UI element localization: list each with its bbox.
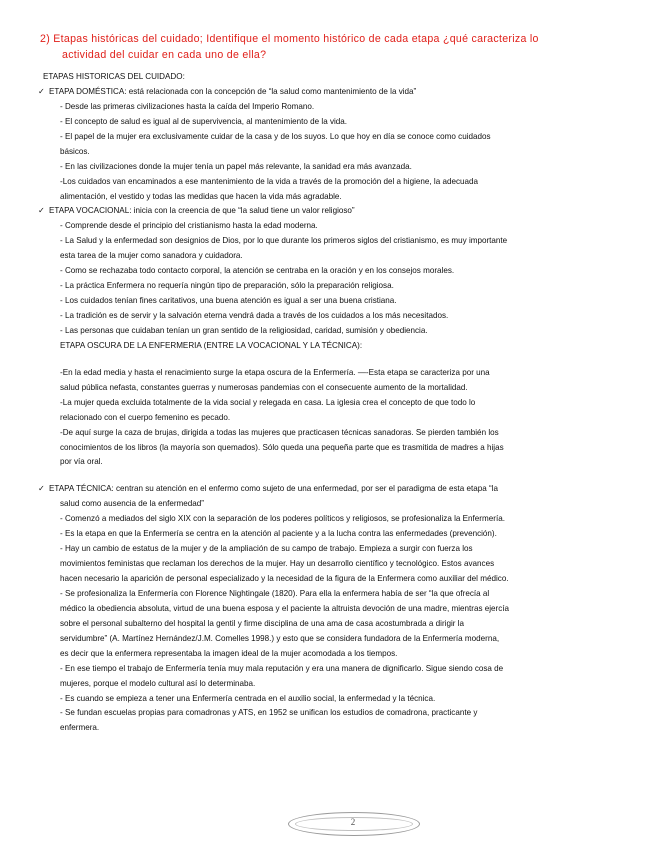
vocacional-point: - La tradición es de servir y la salvación eterna vendrá dada a través de los cuidados a los más necesitados. (60, 311, 449, 320)
vocacional-point: - La Salud y la enfermedad son designios de Dios, por lo que durante los primeros siglos del cristianismo, es muy importante (60, 236, 508, 246)
tecnica-point-cont: hacen necesario la aparición de personal especializado y la necesidad de la figura de la Enfermera como auxiliar del médico. (60, 574, 509, 583)
domestica-point: - En las civilizaciones donde la mujer tenía un papel más relevante, la sanidad era más avanzada. (60, 161, 412, 171)
tecnica-point-cont: médico la obediencia absoluta, virtud de una buena esposa y el paciente la altruista devoción de una madre, mientras ejercía (60, 603, 510, 613)
check-icon: ✓ (38, 86, 45, 96)
tecnica-point-cont: sobre el personal subalterno del hospital la gentil y firme disciplina de una ama de casa acostumbrada a dirigir la (60, 618, 465, 628)
tecnica-point: - En ese tiempo el trabajo de Enfermería tenía muy mala reputación y era una manera de dignificarlo. Sigue siendo cosa de (60, 663, 504, 673)
oscura-point: -En la edad media y hasta el renacimiento surge la etapa oscura de la Enfermería. —-Esta etapa se caracteriza por una (60, 367, 490, 377)
section-heading: ETAPAS HISTORICAS DEL CUIDADO: (43, 72, 185, 81)
question-heading (40, 31, 600, 63)
tecnica-point-cont: es decir que la enfermera representaba la imagen ideal de la mujer acomodada a los tiempos. (60, 648, 398, 658)
vocacional-point: - Los cuidados tenían fines caritativos, una buena atención es igual a ser una buena cristiana. (60, 296, 397, 306)
etapa-tecnica-intro: ✓ ETAPA TÉCNICA: centran su atención en el enfermo como sujeto de una enfermedad, por ser el paradigma de esta etapa “la (38, 482, 618, 497)
check-icon: ✓ (38, 206, 45, 216)
domestica-point-cont: básicos. (60, 146, 90, 156)
tecnica-point: - Se fundan escuelas propias para comadronas y ATS, en 1952 se unifican los estudios de comadrona, practicante y (60, 708, 478, 718)
question-line-1: 2) Etapas históricas del cuidado; Identifique el momento histórico de cada etapa ¿qué caracteriza lo (40, 33, 539, 45)
domestica-point-cont: alimentación, el vestido y todas las medidas que hacen la vida más agradable. (60, 191, 342, 201)
vocacional-point: - Comprende desde el principio del cristianismo hasta la edad moderna. (60, 221, 318, 231)
tecnica-point-cont: servidumbre” (A. Martínez Hernández/J.M. Comelles 1998.) y esto que se considera fundadora de la Enfermería moderna, (60, 633, 500, 643)
oscura-point-cont: conocimientos de los libros (la mayoría son quemados). Sólo queda una pequeña parte que es trasmitida de madres a hijas (60, 442, 504, 452)
vocacional-point: - Como se rechazaba todo contacto corporal, la atención se centraba en la oración y en los consejos morales. (60, 266, 455, 276)
vocacional-point: - Las personas que cuidaban tenían un gran sentido de la religiosidad, caridad, sumisión y obediencia. (60, 325, 428, 335)
tecnica-intro-cont: salud como ausencia de la enfermedad” (60, 499, 204, 509)
question-line-2: actividad del cuidar en cada uno de ella? (62, 49, 267, 61)
etapa-domestica-intro: ✓ ETAPA DOMÉSTICA: está relacionada con la concepción de “la salud como mantenimiento de la vida” (38, 85, 618, 100)
tecnica-point-cont: movimientos feministas que reclaman los derechos de la mujer. Hay un desarrollo científico y tecnológico. Estos avances (60, 559, 495, 569)
oscura-point-cont: salud pública nefasta, constantes guerras y numerosas pandemias con el consecuente aumento de la mortalidad. (60, 382, 468, 392)
vocacional-point: - La práctica Enfermera no requería ningún tipo de preparación, sólo la preparación religiosa. (60, 281, 394, 291)
domestica-point: - El papel de la mujer era exclusivamente cuidar de la casa y de los suyos. Lo que hoy en día se conoce como cuidados (60, 131, 491, 141)
oscura-point: -La mujer queda excluida totalmente de la vida social y relegada en casa. La iglesia crea el concepto de que todo lo (60, 397, 476, 407)
tecnica-point: - Se profesionaliza la Enfermería con Florence Nightingale (1820). Para ella la enfermera había de ser “la que ofrecía al (60, 588, 490, 598)
document-body (38, 70, 618, 736)
etapa-vocacional-intro: ✓ ETAPA VOCACIONAL: inicia con la creencia de que “la salud tiene un valor religioso” (38, 204, 618, 219)
oscura-point: -De aquí surge la caza de brujas, dirigida a todas las mujeres que practicasen técnicas sanadoras. Se pierden también los (60, 427, 499, 437)
tecnica-point-cont: mujeres, porque el modelo cultural así lo determinaba. (60, 678, 256, 688)
oscura-point-cont: relacionado con el cuerpo femenino es pecado. (60, 412, 231, 422)
domestica-point: -Los cuidados van encaminados a ese mantenimiento de la vida a través de la promoción del a higiene, la adecuada (60, 176, 478, 186)
domestica-point: - Desde las primeras civilizaciones hasta la caída del Imperio Romano. (60, 101, 315, 111)
tecnica-point: - Es cuando se empieza a tener una Enfermería centrada en el auxilio social, la enfermedad y la técnica. (60, 693, 436, 703)
page-number: 2 (350, 817, 356, 827)
domestica-point: - El concepto de salud es igual al de supervivencia, al mantenimiento de la vida. (60, 116, 348, 126)
tecnica-point: - Comenzó a mediados del siglo XIX con la separación de los poderes políticos y religiosos, se profesionaliza la Enfermería. (60, 514, 505, 524)
oscura-point-cont: por vía oral. (60, 457, 103, 467)
tecnica-point: - Hay un cambio de estatus de la mujer y de la ampliación de su campo de trabajo. Empieza a surgir con fuerza los (60, 544, 473, 554)
vocacional-point-cont: esta tarea de la mujer como sanadora y cuidadora. (60, 251, 243, 261)
etapa-oscura-title: ETAPA OSCURA DE LA ENFERMERIA (ENTRE LA VOCACIONAL Y LA TÉCNICA): (60, 340, 363, 350)
tecnica-point-cont: enfermera. (60, 723, 100, 733)
tecnica-point: - Es la etapa en que la Enfermería se centra en la atención al paciente y a la lucha contra las enfermedades (prevención). (60, 529, 497, 539)
check-icon: ✓ (38, 484, 45, 494)
